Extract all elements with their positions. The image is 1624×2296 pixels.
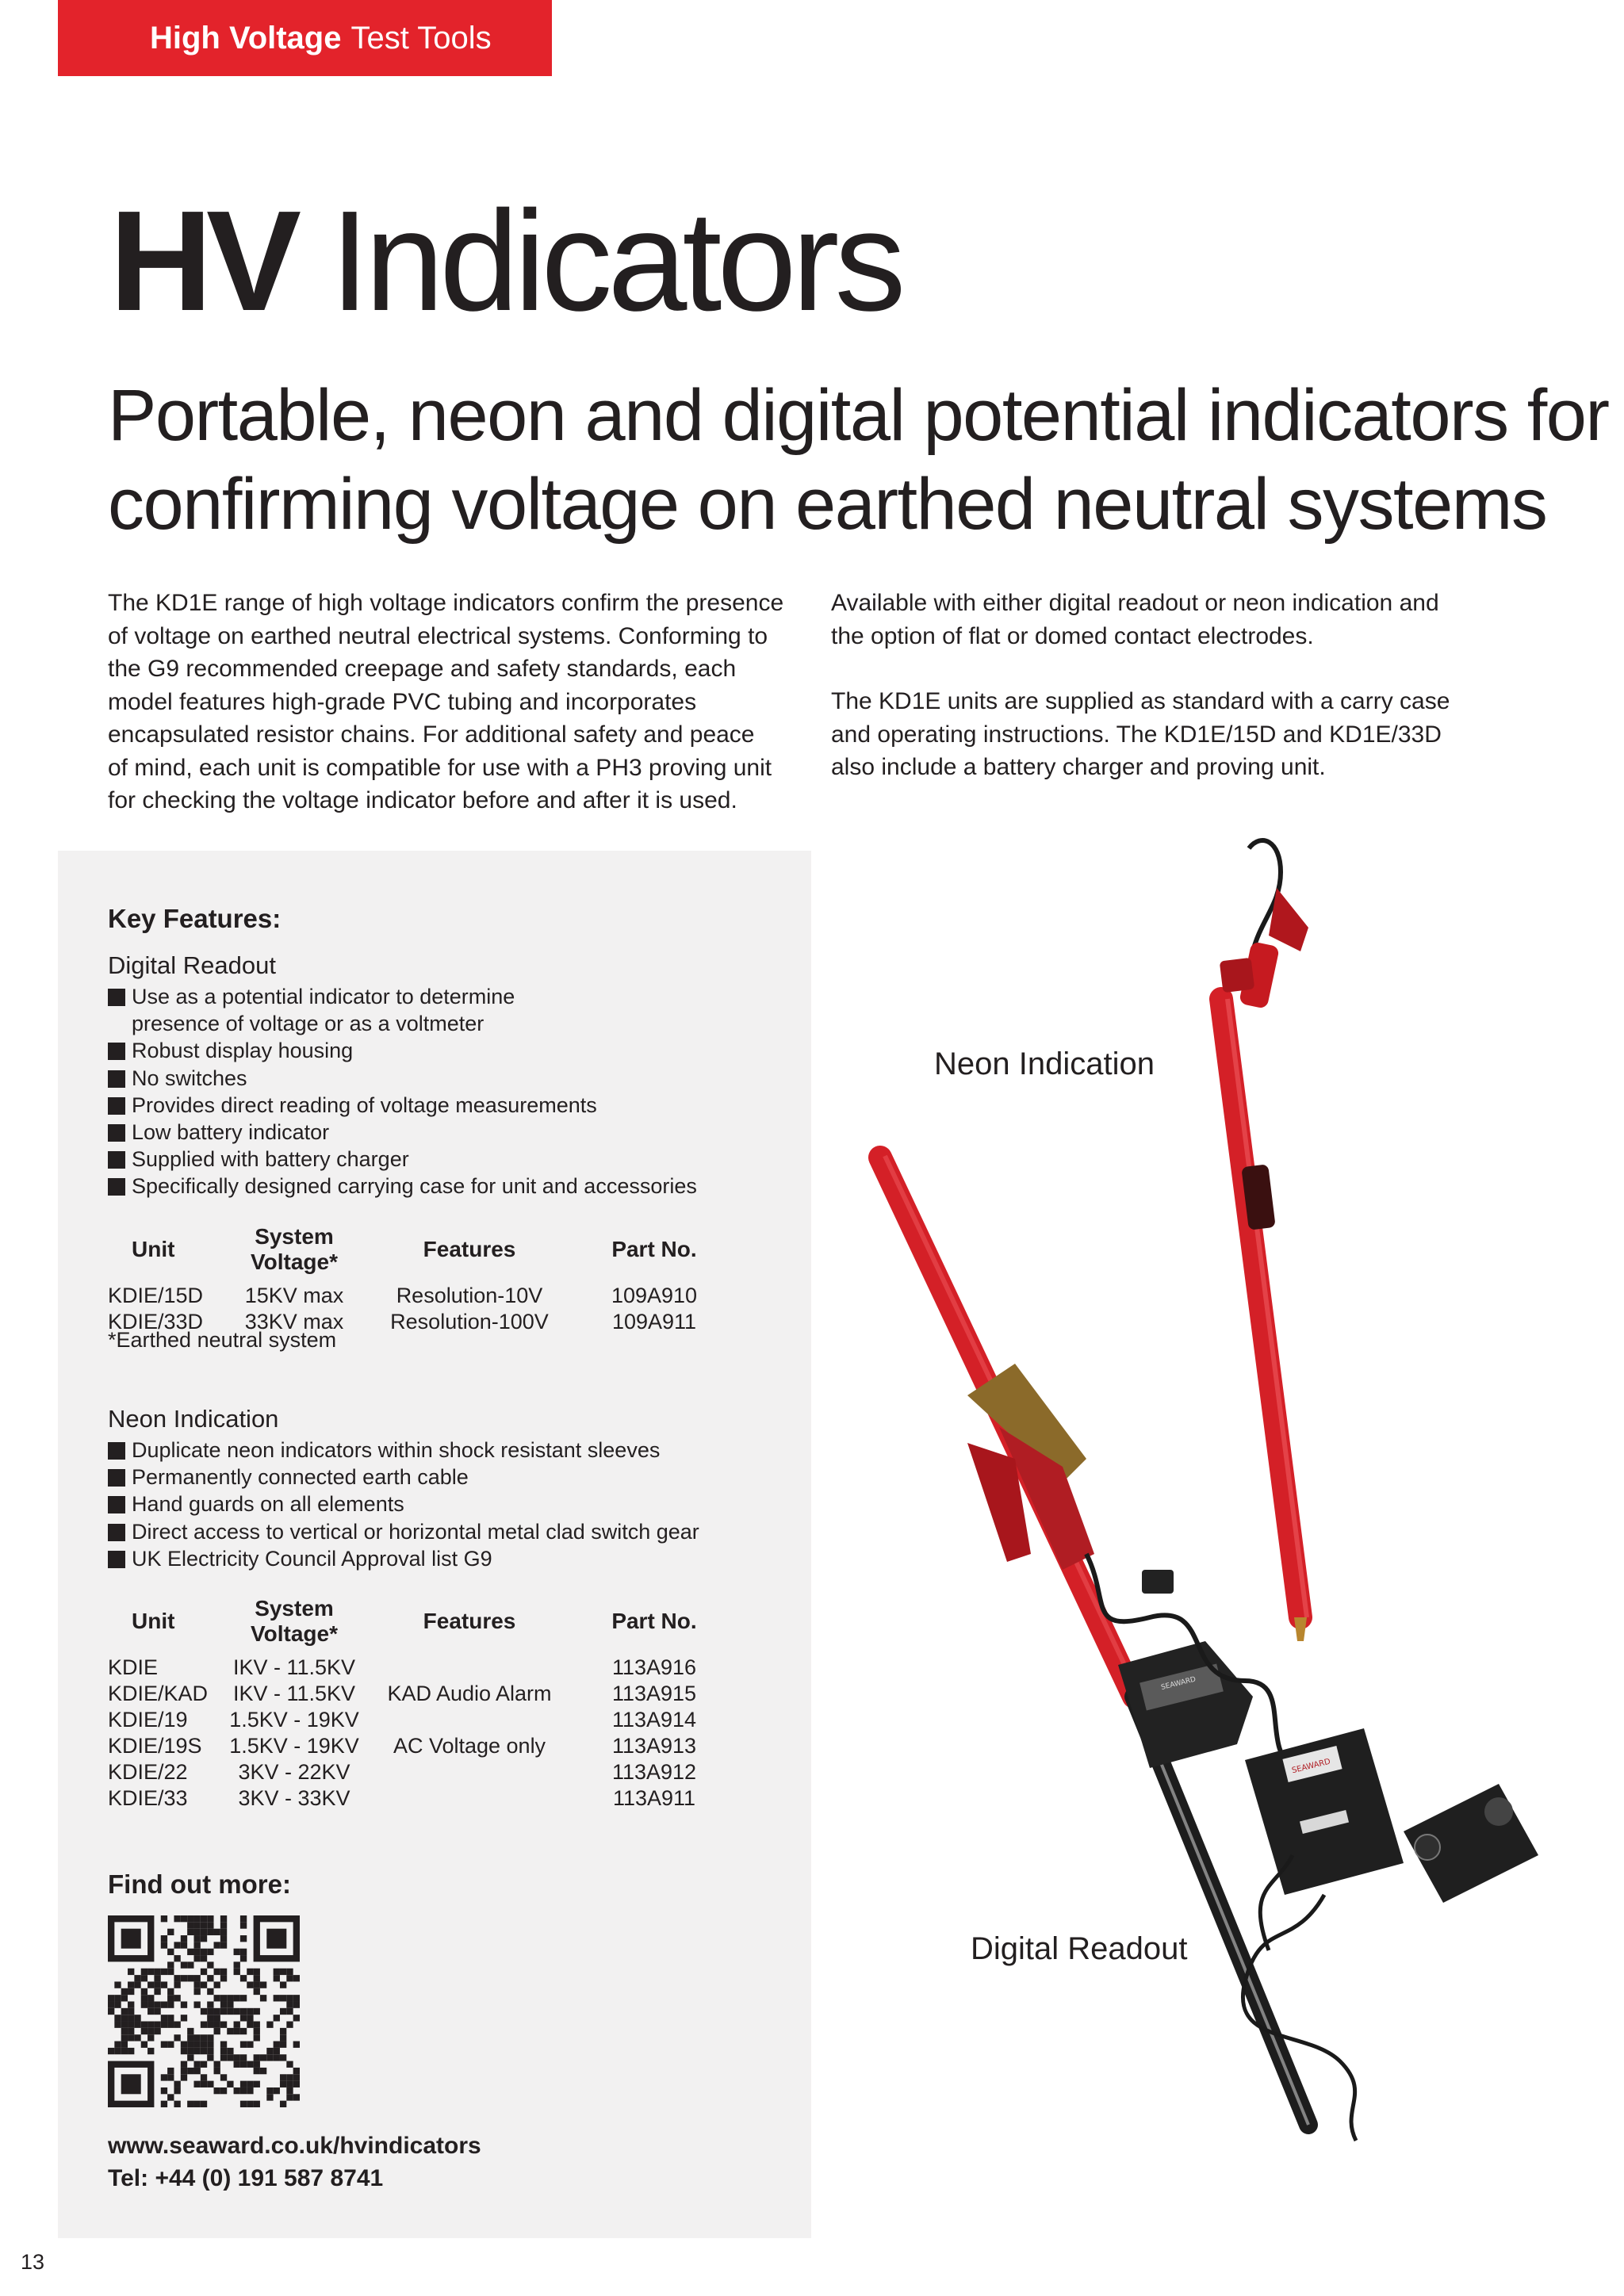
bullet-square-icon [108,1469,125,1487]
caption-digital-readout: Digital Readout [971,1931,1188,1966]
neon-indicator-illustration [1220,840,1308,1641]
table-cell [362,1785,577,1812]
list-item [108,1437,790,1464]
table-cell: IKV - 11.5KV [232,1655,356,1679]
table-cell: 113A916 [611,1655,697,1679]
list-item-text: Direct access to vertical or horizontal metal clad switch gear [132,1519,699,1544]
intro-right-paragraph-1: Available with either digital readout or neon indication and the option of flat or domed contact electrodes. [831,590,1439,649]
table-cell: 113A915 [611,1682,697,1705]
table-cell: KDIE/33 [108,1786,188,1810]
bullet-square-icon [108,1442,125,1460]
list-item-text: Specifically designed carrying case for unit and accessories [132,1174,697,1199]
bullet-square-icon [108,1124,125,1142]
table-cell: KAD Audio Alarm [387,1682,552,1705]
table-cell: KDIE/15D [108,1284,204,1307]
bullet-square-icon [108,1097,125,1115]
table-cell: 3KV - 33KV [238,1786,350,1810]
find-out-more-heading: Find out more: [108,1869,291,1899]
bullet-square-icon [108,1070,125,1088]
page-title-bold: HV [109,182,296,341]
table-header-cell: System Voltage* [251,1224,338,1274]
table-header-cell: Unit [132,1609,175,1633]
display-label: SEAWARD [1160,1675,1197,1693]
table-cell [362,1759,577,1785]
key-features-heading: Key Features: [108,904,282,933]
list-item-text: Permanently connected earth cable [132,1465,469,1490]
phone-number: Tel: +44 (0) 191 587 8741 [108,2165,384,2191]
table-cell: KDIE [108,1655,159,1679]
table-cell: 113A911 [612,1786,696,1810]
table-row [108,1655,731,1681]
product-photo [848,825,1586,2164]
bullet-square-icon [108,1551,125,1568]
table-row [108,1283,731,1309]
table-header-cell: Unit [132,1237,175,1261]
table-cell: KDIE/KAD [108,1682,209,1705]
table-cell: Resolution-100V [390,1310,549,1334]
digital-readout-heading: Digital Readout [108,951,276,979]
bullet-square-icon [108,989,125,1006]
website-link[interactable]: www.seaward.co.uk/hvindicators [108,2133,481,2159]
list-item [108,1173,790,1200]
list-item [108,1545,790,1572]
list-item-text: Robust display housing [132,1039,354,1063]
section-title-light: Test Tools [350,20,492,55]
digital-features-list [108,983,790,1200]
table-cell: 3KV - 22KV [238,1760,350,1784]
qr-code[interactable] [108,1915,300,2107]
list-item-text: Provides direct reading of voltage measurements [132,1093,597,1117]
table-cell: 113A914 [611,1708,697,1732]
list-item-text: UK Electricity Council Approval list G9 [132,1546,492,1571]
subtitle-line-2: confirming voltage on earthed neutral systems [108,464,1547,545]
list-item [108,983,790,1037]
table-header-cell: Part No. [611,1609,697,1633]
list-item-text: Duplicate neon indicators within shock resistant sleeves [132,1438,661,1462]
intro-left-paragraph: The KD1E range of high voltage indicators confirm the presence of voltage on earthed neutral electrical systems. Conforming to the G9 recommended creepage and safety standards, each model features high-grade PVC tubing and incorporates encapsulated resistor chains. For additional safety and peace of mind, each unit is compatible for use with a PH3 proving unit for checking the voltage indicator before and after it is used. [108,590,784,813]
page-number: 13 [21,2250,45,2274]
table-cell: 15KV max [244,1284,344,1307]
table-header-cell: System Voltage* [251,1596,338,1646]
intro-left-column [108,587,806,817]
list-item [108,1464,790,1490]
neon-features-list [108,1437,790,1572]
table-header-cell: Features [423,1237,516,1261]
bullet-square-icon [108,1524,125,1541]
list-item [108,1065,790,1092]
table-cell: KDIE/33D [108,1310,204,1334]
table-header-cell: Part No. [611,1237,697,1261]
page-subtitle [108,371,1609,549]
list-item-text: Hand guards on all elements [132,1492,404,1517]
table-cell: 113A912 [611,1760,697,1784]
page-title [109,182,902,341]
battery-charger-illustration [1243,1728,1404,2141]
footnote: *Earthed neutral system [108,1328,337,1352]
table-cell: Resolution-10V [396,1284,543,1307]
list-item [108,1119,790,1146]
bullet-square-icon [108,1151,125,1169]
table-cell: KDIE/22 [108,1760,188,1784]
table-row [108,1681,731,1707]
list-item [108,1518,790,1545]
page-title-light: Indicators [330,182,902,341]
table-row [108,1733,731,1759]
bullet-square-icon [108,1043,125,1060]
neon-indication-heading: Neon Indication [108,1405,279,1433]
intro-right-column [831,587,1545,784]
table-cell [362,1655,577,1681]
proving-unit-illustration [1404,1784,1538,1903]
list-item [108,1146,790,1173]
table-row [108,1785,731,1812]
section-title-bold: High Voltage [150,20,342,55]
list-item [108,1037,790,1064]
table-cell: 109A911 [611,1310,697,1334]
table-cell: KDIE/19 [108,1708,188,1732]
bullet-square-icon [108,1178,125,1196]
table-row [108,1759,731,1785]
caption-neon-indication: Neon Indication [934,1047,1155,1081]
intro-right-paragraph-2: The KD1E units are supplied as standard with a carry case and operating instructions. The KD1E/15D and KD1E/33D also include a battery charger and proving unit. [831,688,1450,780]
list-item-text: No switches [132,1066,247,1090]
neon-spec-table [108,1596,731,1812]
list-item [108,1490,790,1517]
table-cell: 1.5KV - 19KV [229,1734,359,1758]
subtitle-line-1: Portable, neon and digital potential indicators for [108,375,1609,456]
table-cell [362,1707,577,1733]
charger-label: SEAWARD [1291,1757,1332,1776]
table-cell: 33KV max [244,1310,344,1334]
table-cell: IKV - 11.5KV [232,1682,356,1705]
list-item [108,1092,790,1119]
list-item-text: Use as a potential indicator to determine presence of voltage or as a voltmeter [132,985,515,1036]
table-cell: AC Voltage only [393,1734,546,1758]
table-row [108,1707,731,1733]
table-header-cell: Features [423,1609,516,1633]
list-item-text: Low battery indicator [132,1120,330,1145]
section-banner [58,0,552,76]
table-cell: 113A913 [611,1734,697,1758]
bullet-square-icon [108,1496,125,1513]
table-cell: 1.5KV - 19KV [229,1708,359,1732]
list-item-text: Supplied with battery charger [132,1147,409,1172]
table-cell: 109A910 [611,1284,698,1307]
table-cell: KDIE/19S [108,1734,202,1758]
digital-spec-table [108,1224,731,1335]
